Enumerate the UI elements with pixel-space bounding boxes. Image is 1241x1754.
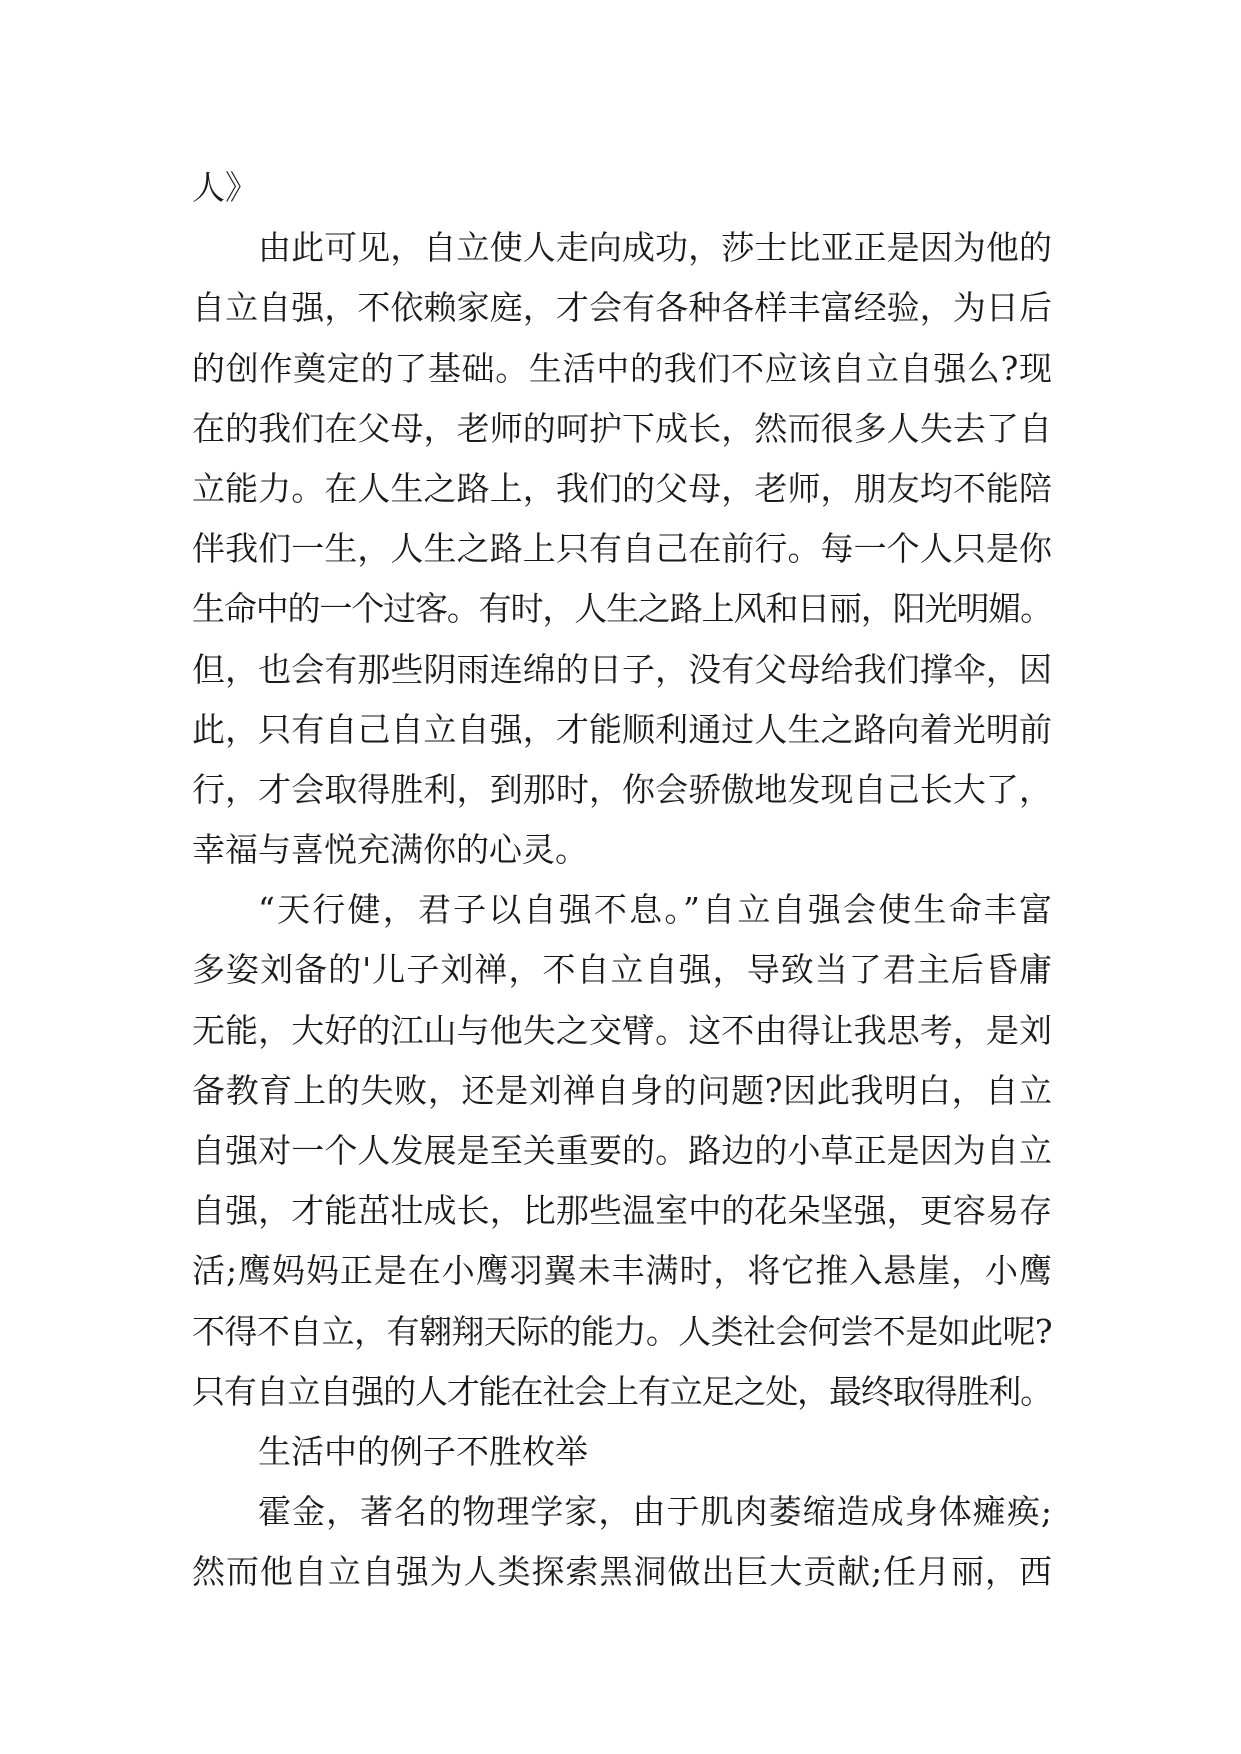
text-line: 然而他自立自强为人类探索黑洞做出巨大贡献;任月丽，西 (192, 1552, 1052, 1592)
text-line: 自立自强，不依赖家庭，才会有各种各样丰富经验，为日后 (192, 288, 1052, 328)
text-line: 自强对一个人发展是至关重要的。路边的小草正是因为自立 (192, 1131, 1052, 1170)
text-line: 人》 (192, 168, 258, 207)
text-line: 立能力。在人生之路上，我们的父母，老师，朋友均不能陪 (192, 468, 1052, 508)
text-line: 不得不自立，有翱翔天际的能力。人类社会何尝不是如此呢? (192, 1311, 1052, 1351)
text-line: 备教育上的失败，还是刘禅自身的问题?因此我明白，自立 (192, 1070, 1052, 1110)
text-line: 伴我们一生，人生之路上只有自己在前行。每一个人只是你 (192, 529, 1052, 569)
text-line: 无能，大好的江山与他失之交臂。这不由得让我思考，是刘 (192, 1010, 1052, 1050)
text-line: 生命中的一个过客。有时，人生之路上风和日丽，阳光明媚。 (192, 589, 1052, 629)
text-line: 在的我们在父母，老师的呵护下成长，然而很多人失去了自 (192, 408, 1052, 448)
text-line: 自强，才能茁壮成长，比那些温室中的花朵坚强，更容易存 (192, 1191, 1052, 1231)
text-line: “天行健，君子以自强不息。”自立自强会使生命丰富 (258, 890, 1052, 930)
text-line: 霍金，著名的物理学家，由于肌肉萎缩造成身体瘫痪; (258, 1492, 1052, 1532)
text-line: 只有自立自强的人才能在社会上有立足之处，最终取得胜利。 (192, 1371, 1052, 1411)
text-line: 活;鹰妈妈正是在小鹰羽翼未丰满时，将它推入悬崖，小鹰 (192, 1251, 1052, 1291)
text-line: 幸福与喜悦充满你的心灵。 (192, 830, 588, 870)
text-line: 生活中的例子不胜枚举 (258, 1431, 588, 1471)
text-line: 此，只有自己自立自强，才能顺利通过人生之路向着光明前 (192, 709, 1052, 749)
body-text (192, 158, 1052, 1603)
text-line: 行，才会取得胜利，到那时，你会骄傲地发现自己长大了， (192, 769, 1052, 809)
text-line: 的创作奠定的了基础。生活中的我们不应该自立自强么?现 (192, 348, 1052, 388)
text-line: 由此可见，自立使人走向成功，莎士比亚正是因为他的 (258, 228, 1052, 268)
text-line: 多姿刘备的'儿子刘禅，不自立自强，导致当了君主后昏庸 (192, 950, 1052, 990)
text-line: 但，也会有那些阴雨连绵的日子，没有父母给我们撑伞，因 (192, 649, 1052, 689)
